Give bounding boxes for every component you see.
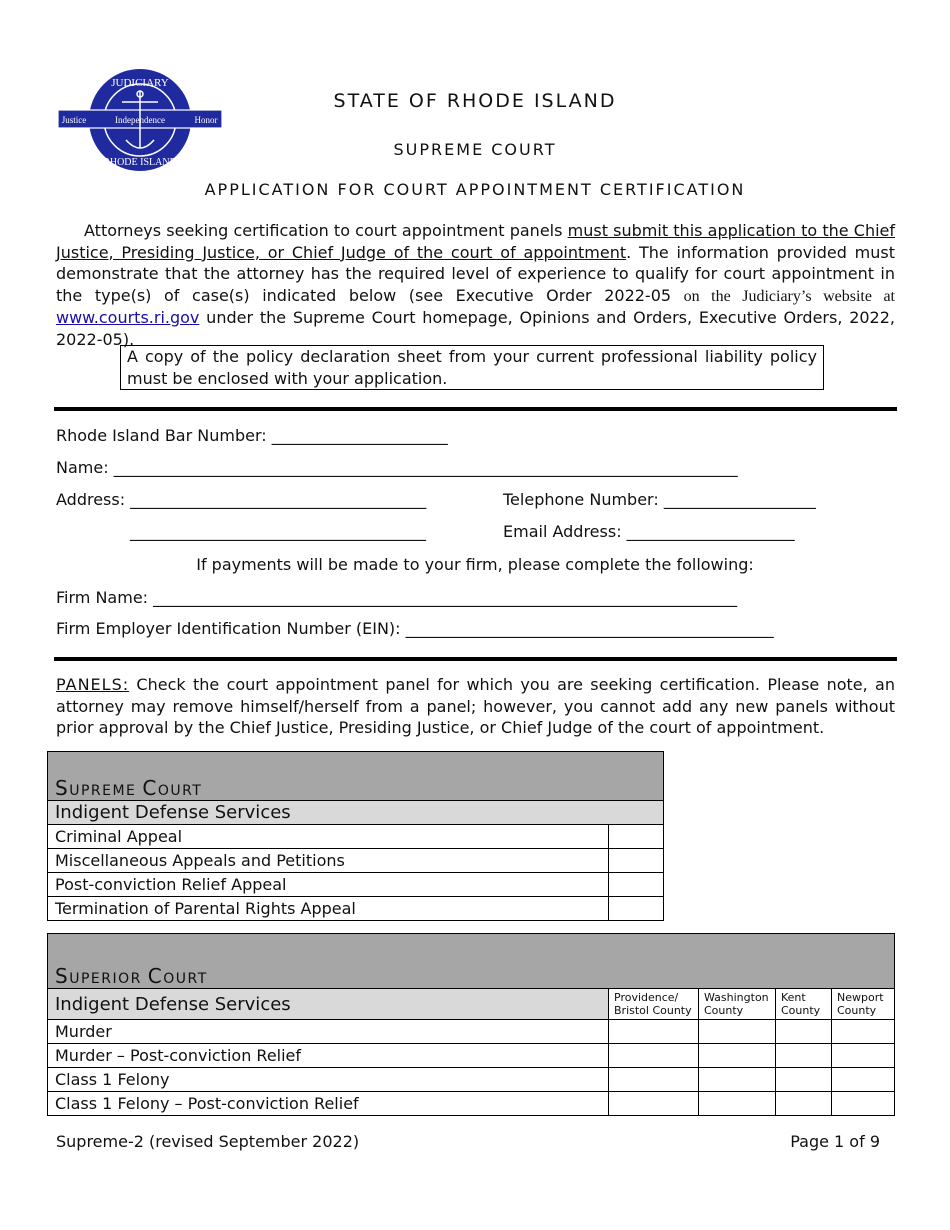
- column-header: Providence/ Bristol County: [609, 989, 699, 1020]
- superior-court-panel-table: [47, 933, 895, 1116]
- checkbox-cell[interactable]: [776, 1068, 832, 1092]
- intro-paragraph: [56, 220, 895, 350]
- liability-notice-box: A copy of the policy declaration sheet from your current professional liability policy must be enclosed with your application.: [120, 345, 824, 390]
- firm-name-field[interactable]: Firm Name: _________________________________________________________________________: [56, 588, 738, 607]
- table-row: [48, 1044, 895, 1068]
- checkbox-cell[interactable]: [609, 1044, 699, 1068]
- panel-checkbox-criminal-appeal[interactable]: [609, 825, 664, 849]
- table-row: [48, 1068, 895, 1092]
- seal-bottom-text: RHODE ISLAND: [103, 157, 177, 168]
- checkbox-cell[interactable]: [699, 1044, 776, 1068]
- intro-text-1: Attorneys seeking certification to court appointment panels: [84, 221, 568, 240]
- ein-field[interactable]: Firm Employer Identification Number (EIN): ______________________________________________: [56, 619, 774, 638]
- seal-top-text: JUDICIARY: [111, 77, 169, 89]
- superior-court-table-title: SUPERIOR COURT: [48, 934, 895, 989]
- name-field[interactable]: Name: ______________________________________________________________________________: [56, 458, 738, 477]
- supreme-section-heading: Indigent Defense Services: [48, 801, 664, 825]
- panel-checkbox-pcr-appeal[interactable]: [609, 873, 664, 897]
- checkbox-cell[interactable]: [699, 1020, 776, 1044]
- address-field-1[interactable]: Address: _____________________________________: [56, 490, 427, 509]
- intro-text-2: . The information provided must demonstrate that the attorney has the required level of experience to qualify for court appointment in the type(s) of case(s) indicated below (see Executive Order 2022-05: [56, 242, 895, 305]
- courts-website-link[interactable]: www.courts.ri.gov: [56, 308, 200, 327]
- panel-checkbox-tpr-appeal[interactable]: [609, 897, 664, 921]
- address-field-2[interactable]: _____________________________________: [130, 522, 426, 541]
- telephone-field[interactable]: Telephone Number: ___________________: [503, 490, 816, 509]
- judiciary-seal-logo: [56, 66, 224, 174]
- panel-label: Murder – Post-conviction Relief: [48, 1044, 609, 1068]
- panel-label: Class 1 Felony: [48, 1068, 609, 1092]
- email-field[interactable]: Email Address: _____________________: [503, 522, 795, 541]
- checkbox-cell[interactable]: [699, 1092, 776, 1116]
- state-heading: STATE OF RHODE ISLAND: [333, 90, 617, 112]
- intro-serif-text: on the Judiciary’s website at: [683, 287, 895, 305]
- checkbox-cell[interactable]: [609, 1068, 699, 1092]
- page-number: Page 1 of 9: [790, 1132, 880, 1151]
- column-header: Washington County: [699, 989, 776, 1020]
- panel-label: Termination of Parental Rights Appeal: [48, 897, 609, 921]
- seal-banner-left: Justice: [61, 115, 87, 125]
- intro-underlined: must submit this application to the Chief Justice, Presiding Justice, or Chief Judge of the court of appointment: [56, 221, 896, 262]
- column-header: Newport County: [832, 989, 895, 1020]
- panels-instructions: [56, 674, 895, 739]
- checkbox-cell[interactable]: [832, 1020, 895, 1044]
- panel-label: Post-conviction Relief Appeal: [48, 873, 609, 897]
- checkbox-cell[interactable]: [609, 1020, 699, 1044]
- checkbox-cell[interactable]: [832, 1044, 895, 1068]
- table-row: [48, 849, 664, 873]
- table-row: [48, 873, 664, 897]
- superior-section-heading: Indigent Defense Services: [48, 989, 609, 1020]
- checkbox-cell[interactable]: [832, 1068, 895, 1092]
- checkbox-cell[interactable]: [776, 1044, 832, 1068]
- table-row: [48, 825, 664, 849]
- seal-banner-right: Honor: [194, 115, 218, 125]
- panels-label: PANELS:: [56, 675, 130, 694]
- panel-label: Murder: [48, 1020, 609, 1044]
- checkbox-cell[interactable]: [609, 1092, 699, 1116]
- supreme-court-table-title: SUPREME COURT: [48, 752, 664, 801]
- firm-note: If payments will be made to your firm, please complete the following:: [196, 555, 754, 574]
- panel-checkbox-misc-appeals[interactable]: [609, 849, 664, 873]
- court-heading: SUPREME COURT: [393, 140, 557, 159]
- supreme-court-panel-table: [47, 751, 664, 921]
- panel-label: Class 1 Felony – Post-conviction Relief: [48, 1092, 609, 1116]
- checkbox-cell[interactable]: [776, 1020, 832, 1044]
- table-row: [48, 897, 664, 921]
- checkbox-cell[interactable]: [832, 1092, 895, 1116]
- checkbox-cell[interactable]: [699, 1068, 776, 1092]
- seal-banner-center: Independence: [115, 115, 165, 125]
- form-revision: Supreme-2 (revised September 2022): [56, 1132, 360, 1151]
- panel-label: Miscellaneous Appeals and Petitions: [48, 849, 609, 873]
- form-title: APPLICATION FOR COURT APPOINTMENT CERTIFICATION: [204, 180, 746, 199]
- panels-text: Check the court appointment panel for which you are seeking certification. Please note, an attorney may remove himself/herself from a panel; however, you cannot add any new panels without prior approval by the Chief Justice, Presiding Justice, or Chief Judge of the court of appointment.: [56, 675, 895, 737]
- table-row: [48, 1092, 895, 1116]
- column-header: Kent County: [776, 989, 832, 1020]
- checkbox-cell[interactable]: [776, 1092, 832, 1116]
- intro-text-3: under the Supreme Court homepage, Opinions and Orders, Executive Orders, 2022, 2022-05).: [56, 308, 895, 349]
- table-row: [48, 1020, 895, 1044]
- divider-bottom: [54, 657, 897, 661]
- bar-number-field[interactable]: Rhode Island Bar Number: ______________________: [56, 426, 448, 445]
- panel-label: Criminal Appeal: [48, 825, 609, 849]
- divider-top: [54, 407, 897, 411]
